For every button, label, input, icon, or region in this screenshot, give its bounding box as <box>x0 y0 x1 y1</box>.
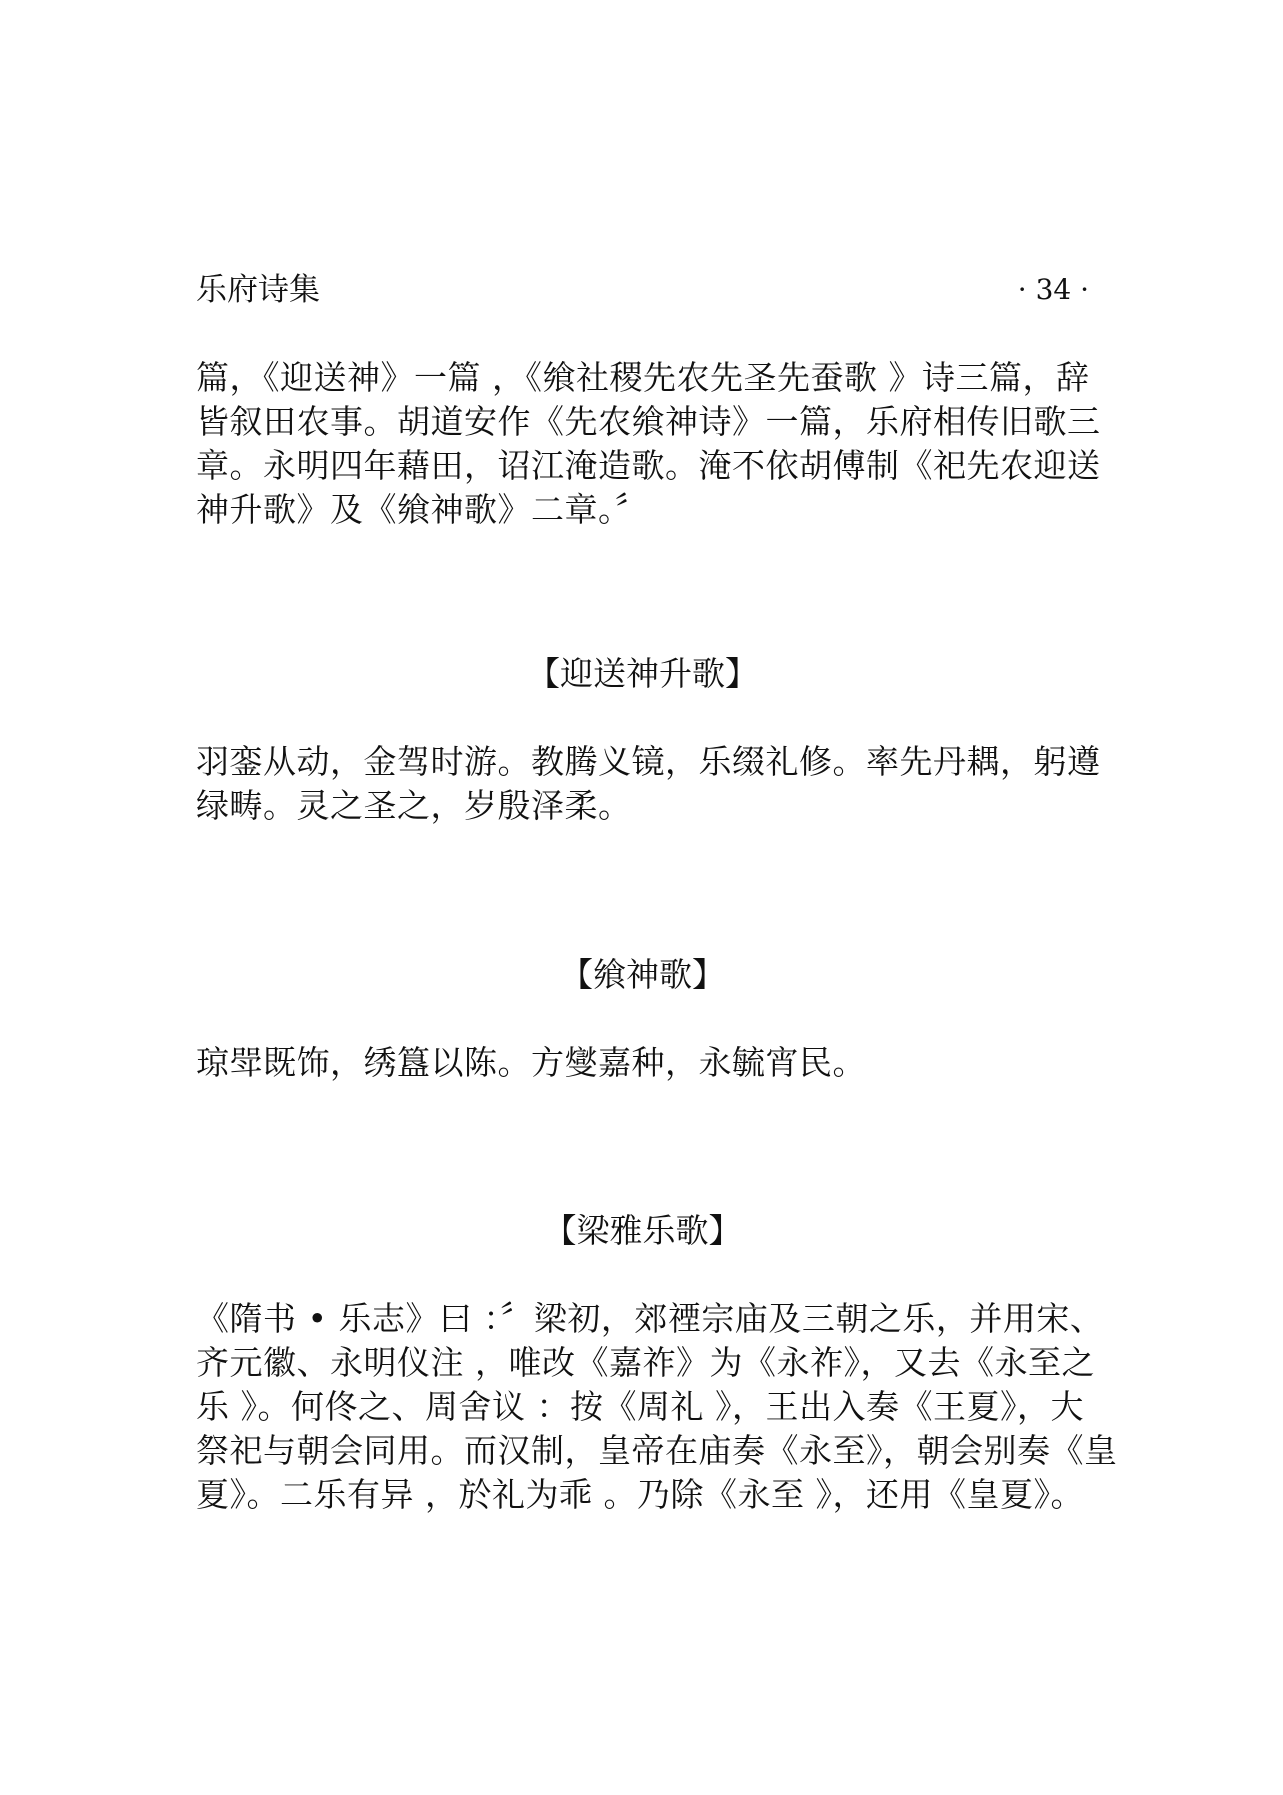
page-number: · 34 · <box>1017 273 1089 306</box>
text-line: 羽銮从动，金驾时游。教腾义镜，乐缀礼修。率先丹耦，躬遵 <box>196 742 1101 781</box>
poem-xiangshen <box>196 1041 1089 1085</box>
text-line: 琼斝既饰，绣簋以陈。方燮嘉种，永毓宵民。 <box>196 1043 866 1082</box>
text-line: 章。永明四年藉田，诏江淹造歌。淹不依胡傅制《祀先农迎送 <box>196 446 1101 485</box>
poem-yingsongshen <box>196 740 1101 828</box>
text-line: 神升歌》及《飨神歌》二章。〞 <box>196 490 649 529</box>
text-line: 乐 》。何佟之、周舍议 ：按《周礼 》，王出入奏《王夏》，大 <box>196 1387 1084 1426</box>
text-line: 绿畴。灵之圣之，岁殷泽柔。 <box>196 786 632 825</box>
intro-paragraph <box>196 356 1101 532</box>
section-heading-liangyayue: 【梁雅乐歌】 <box>543 1211 742 1250</box>
text-line: 皆叙田农事。胡道安作《先农飨神诗》一篇，乐府相传旧歌三 <box>196 402 1101 441</box>
section-heading-yingsongshen: 【迎送神升歌】 <box>527 654 758 693</box>
paragraph-liangyayue <box>196 1297 1118 1517</box>
text-line: 《隋书 • 乐志》曰 ：〞梁初，郊禋宗庙及三朝之乐，并用宋、 <box>196 1299 1104 1338</box>
text-line: 夏》。二乐有异 ，於礼为乖 。乃除《永至 》，还用《皇夏》。 <box>196 1475 1084 1514</box>
section-heading-xiangshen: 【飨神歌】 <box>560 955 725 994</box>
text-line: 篇，《迎送神》一篇 ，《飨社稷先农先圣先蚕歌 》诗三篇，辞 <box>196 358 1090 397</box>
text-line: 祭祀与朝会同用。而汉制，皇帝在庙奏《永至》，朝会别奏《皇 <box>196 1431 1118 1470</box>
text-line: 齐元徽、永明仪注 ，唯改《嘉祚》为《永祚》，又去《永至之 <box>196 1343 1095 1382</box>
book-title: 乐府诗集 <box>196 272 320 308</box>
page-header <box>196 268 1089 312</box>
